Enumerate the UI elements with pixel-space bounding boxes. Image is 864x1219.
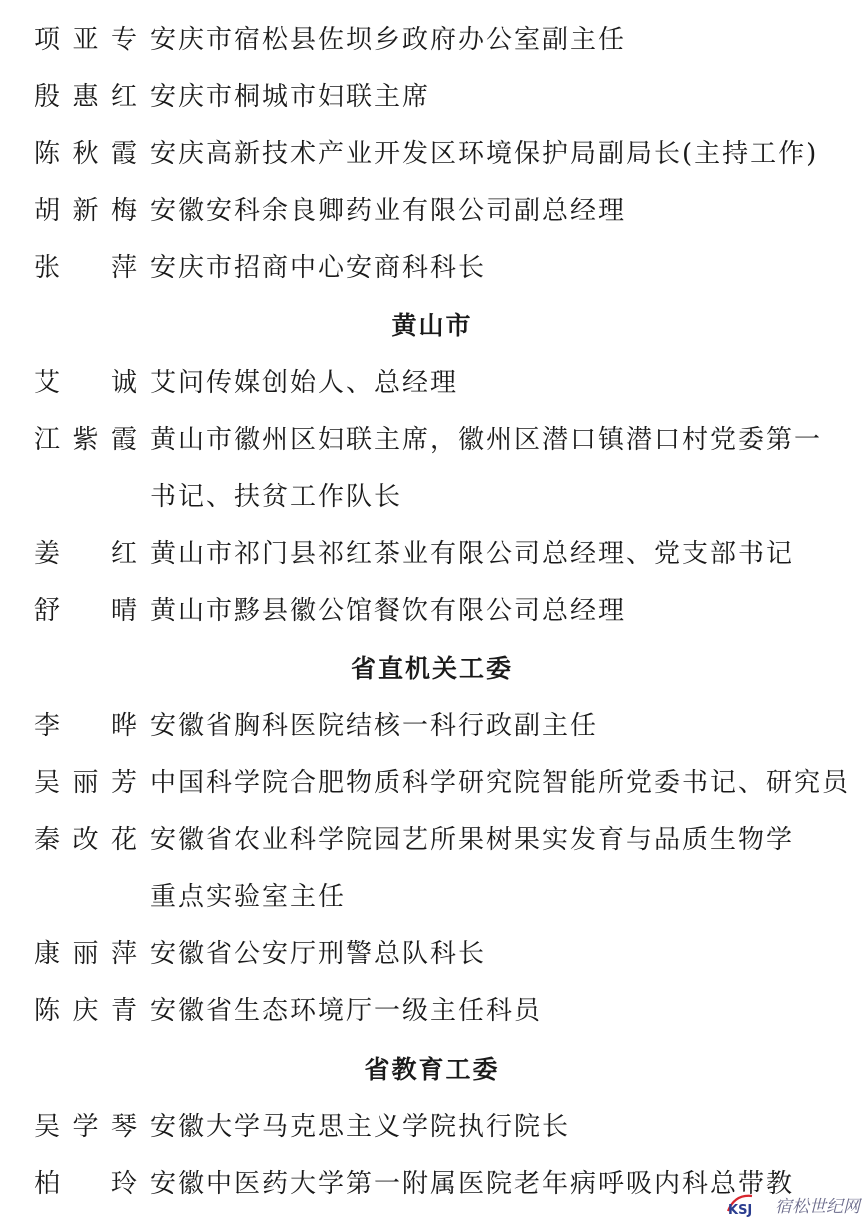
person-title: 安徽大学马克思主义学院执行院长 <box>150 1112 571 1142</box>
roster-entry <box>0 591 864 631</box>
site-name-text: 宿松世纪网 <box>775 1196 860 1217</box>
roster-entry <box>0 134 864 174</box>
person-title: 安庆市桐城市妇联主席 <box>150 82 431 112</box>
roster-entry <box>0 534 864 574</box>
roster-entry-continuation <box>0 477 864 517</box>
site-watermark <box>725 1191 860 1217</box>
roster-entry <box>0 763 864 803</box>
person-title: 安徽省胸科医院结核一科行政副主任 <box>150 711 599 741</box>
section-heading: 省教育工委 <box>364 1055 500 1084</box>
person-title: 艾问传媒创始人、总经理 <box>150 368 459 398</box>
roster-entry <box>0 1107 864 1147</box>
person-name: 李 晔 <box>34 711 139 741</box>
person-title: 安徽省农业科学院园艺所果树果实发育与品质生物学 <box>150 825 795 855</box>
person-name: 陈 秋 霞 <box>34 139 139 169</box>
roster-entry <box>0 820 864 860</box>
person-name: 秦 改 花 <box>34 825 139 855</box>
section-heading: 黄山市 <box>391 311 473 340</box>
roster-entry <box>0 248 864 288</box>
person-name: 张 萍 <box>34 253 139 283</box>
person-title: 安庆市宿松县佐坝乡政府办公室副主任 <box>150 25 627 55</box>
person-name: 胡 新 梅 <box>34 196 139 226</box>
roster-entry <box>0 363 864 403</box>
person-title: 安徽省生态环境厅一级主任科员 <box>150 996 543 1026</box>
roster-entry <box>0 991 864 1031</box>
person-name: 康 丽 萍 <box>34 939 139 969</box>
person-title: 安徽安科余良卿药业有限公司副总经理 <box>150 196 627 226</box>
section-heading: 省直机关工委 <box>350 654 513 683</box>
person-title: 黄山市徽州区妇联主席，徽州区潜口镇潜口村党委第一 <box>150 425 823 455</box>
svg-text:KSJ: KSJ <box>728 1203 753 1217</box>
person-name: 姜 红 <box>34 539 139 569</box>
person-title: 黄山市祁门县祁红茶业有限公司总经理、党支部书记 <box>150 539 795 569</box>
roster-entry <box>0 77 864 117</box>
person-title: 安庆高新技术产业开发区环境保护局副局长(主持工作) <box>150 139 819 169</box>
roster-entry-continuation <box>0 877 864 917</box>
person-title: 中国科学院合肥物质科学研究院智能所党委书记、研究员 <box>150 768 851 798</box>
person-name: 项 亚 专 <box>34 25 139 55</box>
person-title: 重点实验室主任 <box>150 882 347 912</box>
person-title: 安徽中医药大学第一附属医院老年病呼吸内科总带教 <box>150 1169 795 1199</box>
roster-entry <box>0 706 864 746</box>
person-title: 安徽省公安厅刑警总队科长 <box>150 939 487 969</box>
person-title: 书记、扶贫工作队长 <box>150 482 403 512</box>
roster-entry <box>0 191 864 231</box>
roster-entry <box>0 20 864 60</box>
person-name: 殷 惠 红 <box>34 82 139 112</box>
person-name: 柏 玲 <box>34 1169 139 1199</box>
person-name: 陈 庆 青 <box>34 996 139 1026</box>
person-title: 安庆市招商中心安商科科长 <box>150 253 487 283</box>
person-name: 艾 诚 <box>34 368 139 398</box>
roster-entry <box>0 420 864 460</box>
roster-entry <box>0 934 864 974</box>
person-name: 舒 晴 <box>34 596 139 626</box>
person-name: 江 紫 霞 <box>34 425 139 455</box>
person-name: 吴 丽 芳 <box>34 768 139 798</box>
person-title: 黄山市黟县徽公馆餐饮有限公司总经理 <box>150 596 627 626</box>
site-logo-icon <box>725 1191 771 1217</box>
person-name: 吴 学 琴 <box>34 1112 139 1142</box>
